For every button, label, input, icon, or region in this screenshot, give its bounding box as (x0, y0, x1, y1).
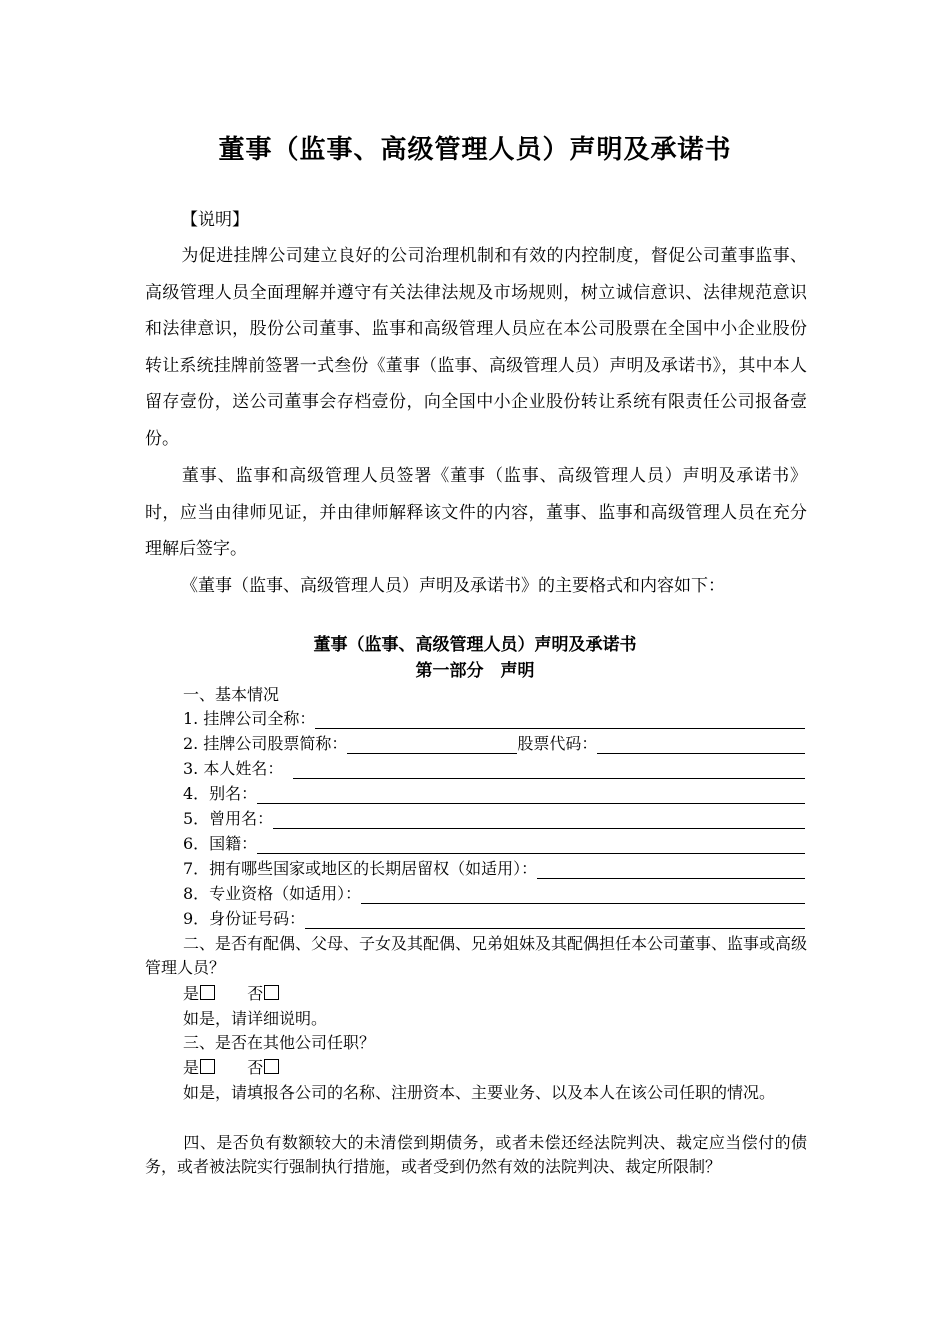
section-basic-info: 一、基本情况 (183, 685, 280, 704)
q3-yes-checkbox[interactable] (200, 1059, 215, 1074)
qualification-input[interactable] (361, 883, 805, 904)
document-title: 董事（监事、高级管理人员）声明及承诺书 (218, 135, 732, 165)
intro-paragraph-2: 董事、监事和高级管理人员签署《董事（监事、高级管理人员）声明及承诺书》时，应当由律师见证，并由律师解释该文件的内容，董事、监事和高级管理人员在充分理解后签字。 (145, 466, 807, 559)
q2-note: 如是，请详细说明。 (183, 1009, 328, 1028)
company-fullname-input[interactable] (315, 708, 805, 729)
field-company-fullname[interactable]: 1. 挂牌公司全称： (183, 707, 805, 731)
intro-label-block (145, 202, 807, 239)
question-2: 二、是否有配偶、父母、子女及其配偶、兄弟姐妹及其配偶担任本公司董事、监事或高级管理人员？ (145, 934, 808, 977)
q3-no-checkbox[interactable] (264, 1059, 279, 1074)
former-name-input[interactable] (273, 808, 805, 829)
form-part-heading: 第一部分 声明 (415, 661, 535, 681)
field-stock-abbr-code[interactable]: 2. 挂牌公司股票简称： 股票代码： (183, 732, 805, 756)
field-former-name[interactable]: 5．曾用名： (183, 807, 805, 831)
question-3: 三、是否在其他公司任职？ (183, 1033, 376, 1052)
residency-input[interactable] (537, 858, 805, 879)
stock-abbr-input[interactable] (347, 733, 517, 754)
q2-options: 是 否 (183, 982, 279, 1006)
name-input[interactable] (293, 758, 805, 779)
intro-label: 【说明】 (181, 210, 249, 230)
alias-input[interactable] (257, 783, 805, 804)
q3-options: 是 否 (183, 1056, 279, 1080)
q2-yes-checkbox[interactable] (200, 985, 215, 1000)
q2-no-checkbox[interactable] (264, 985, 279, 1000)
form-title: 董事（监事、高级管理人员）声明及承诺书 (313, 635, 637, 655)
field-alias[interactable]: 4．别名： (183, 782, 805, 806)
stock-code-input[interactable] (597, 733, 805, 754)
q3-note: 如是，请填报各公司的名称、注册资本、主要业务、以及本人在该公司任职的情况。 (183, 1083, 776, 1102)
field-id-number[interactable]: 9．身份证号码： (183, 907, 805, 931)
question-4: 四、是否负有数额较大的未清偿到期债务，或者未偿还经法院判决、裁定应当偿付的债务，或者被法院实行强制执行措施，或者受到仍然有效的法院判决、裁定所限制？ (145, 1133, 807, 1176)
intro-paragraph-1: 为促进挂牌公司建立良好的公司治理机制和有效的内控制度，督促公司董事监事、高级管理人员全面理解并遵守有关法律法规及市场规则，树立诚信意识、法律规范意识和法律意识，股份公司董事、监事和高级管理人员应在本公司股票在全国中小企业股份转让系统挂牌前签署一式叁份《董事（监事、高级管理人员）声明及承诺书》，其中本人留存壹份，送公司董事会存档壹份，向全国中小企业股份转让系统有限责任公司报备壹份。 (145, 246, 807, 449)
field-nationality[interactable]: 6．国籍： (183, 832, 805, 856)
nationality-input[interactable] (257, 833, 805, 854)
intro-paragraph-3: 《董事（监事、高级管理人员）声明及承诺书》的主要格式和内容如下： (181, 576, 725, 596)
field-name[interactable]: 3. 本人姓名： (183, 757, 805, 781)
field-residency[interactable]: 7．拥有哪些国家或地区的长期居留权（如适用）： (183, 857, 805, 881)
id-number-input[interactable] (305, 908, 805, 929)
field-qualification[interactable]: 8．专业资格（如适用）： (183, 882, 805, 906)
